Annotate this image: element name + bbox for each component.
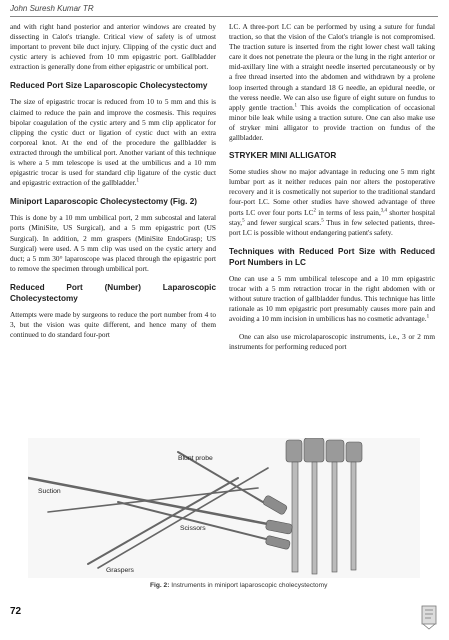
running-author: John Suresh Kumar TR bbox=[10, 4, 94, 13]
label-graspers: Graspers bbox=[106, 567, 134, 574]
right-column bbox=[229, 22, 435, 360]
label-blunt-probe: Blunt probe bbox=[178, 455, 213, 462]
citation: 1 bbox=[426, 314, 430, 320]
paragraph: LC. A three-port LC can be performed by using a suture for fundal traction, so that the vision of the Calot's triangle is not compromised. The traction suture is inserted from the right lower chest wall taking care it does not penetrate the pleura or the lung in the right anterior or mid-axillary line with a straight needle inserted percutaneously or by a free thread inserted into the abdomen and withdrawn by a prolene loop inserted through a standard 18 G needle, an epidural needle, or the veress needle. We can also use figure of eight suture on fundus to apply gentle traction.$^1$ This avoids the complication of occasional minor bile leak while using a traction suture. One can also make use of stryker mini alligator to provide traction on fundus of the gallbladder. bbox=[229, 22, 435, 143]
header-rule bbox=[10, 16, 438, 17]
citation: 3,4 bbox=[380, 208, 388, 214]
section-heading: Reduced Port Size Laparoscopic Cholecystectomy bbox=[10, 81, 208, 91]
paragraph: Some studies show no major advantage in reducing one 5 mm right lumbar port as it neither reduces pain nor alters the postoperative recovery and it is cosmetically not superior to the traditional standard four-port LC. Some other studies have showed advantage of three ports LC over four ports $LC^2$ in terms of less pain,$^{3,4}$ shorter hospital stay,$^5$ and fewer surgical scars.$^5$ Thus in few selected patients, three-port LC is possible without endangering patient's safety. bbox=[229, 167, 435, 237]
paragraph: One can use a 5 mm umbilical telescope and a 10 mm epigastric trocar with a 5 mm retraction trocar in the right abdomen with or without suture traction of gallbladder fundus. This technique has little rationale as 10 mm epigastric port presumably causes more pain and avoiding a 10 mm incision in umbilicus has no cosmetic advantage.$^1$ bbox=[229, 273, 435, 324]
figure-caption: Fig. 2: Instruments in miniport laparoscopic cholecystectomy bbox=[150, 582, 328, 589]
section-heading: Miniport Laparoscopic Cholecystectomy (Fig. 2) bbox=[10, 197, 197, 207]
citation: 1 bbox=[136, 178, 139, 184]
paragraph: The size of epigastric trocar is reduced from 10 to 5 mm and this is claimed to reduce the pain and improve the cosmesis. This requires bipolar coagulation of the cystic artery and 5 mm clip applicator for clipping the cystic duct or ligation of cystic duct with an extra corporeal knot. At the end of the procedure the gallbladder is extracted through the umbilical port. Another variant of this technique is where a 5 mm telescope is used at the umbilicus and a 10 mm epigastric trocar is used for standard clip ligature of the cystic duct and epigastric extraction of the gallbladder.$^1$ bbox=[10, 97, 216, 188]
paragraph: One can also use microlaparoscopic instruments, i.e., 3 or 2 mm instruments for performing reduced port bbox=[229, 332, 435, 352]
paragraph: This is done by a 10 mm umbilical port, 2 mm subcostal and lateral ports (MiniSite, US Surgical), and a 5 mm epigastric port (US Surgical). In addition, 2 mm graspers (MiniSite EndoGrasp; US Surgical) were used. A 5 mm clip was used on the cystic artery and duct; a 5 mm 30° laparoscope was placed through the epigastric port to remove the specimen through umbilical port. bbox=[10, 213, 216, 273]
label-scissors: Scissors bbox=[180, 525, 206, 532]
label-suction: Suction bbox=[38, 488, 61, 495]
section-heading: Reduced Port (Number) Laparoscopic Cholecystectomy bbox=[10, 282, 216, 303]
paragraph: Attempts were made by surgeons to reduce the port number from 4 to 3, but the vision was quite different, and hence many of them continued to do standard four-port bbox=[10, 309, 216, 340]
citation: 5 bbox=[242, 218, 245, 224]
citation: 1 bbox=[294, 103, 298, 109]
section-heading: STRYKER MINI ALLIGATOR bbox=[229, 151, 337, 161]
left-column bbox=[10, 22, 216, 348]
citation: 5 bbox=[321, 218, 324, 224]
citation: 2 bbox=[313, 208, 316, 214]
instrument-figure bbox=[28, 438, 420, 578]
section-heading: Techniques with Reduced Port Size with Reduced Port Numbers in LC bbox=[229, 246, 435, 267]
publisher-logo-icon bbox=[420, 604, 438, 630]
paragraph: and with right hand posterior and anterior windows are created by dissecting in Calot's triangle. Critical view of safety is of utmost important to prevent bile duct injury. Clipping of the cystic duct and cystic artery is achieved from 10 mm epigastric port. Gallbladder extraction is generally done from either epigastric or umbilical port. bbox=[10, 22, 216, 72]
page-number: 72 bbox=[10, 606, 22, 617]
